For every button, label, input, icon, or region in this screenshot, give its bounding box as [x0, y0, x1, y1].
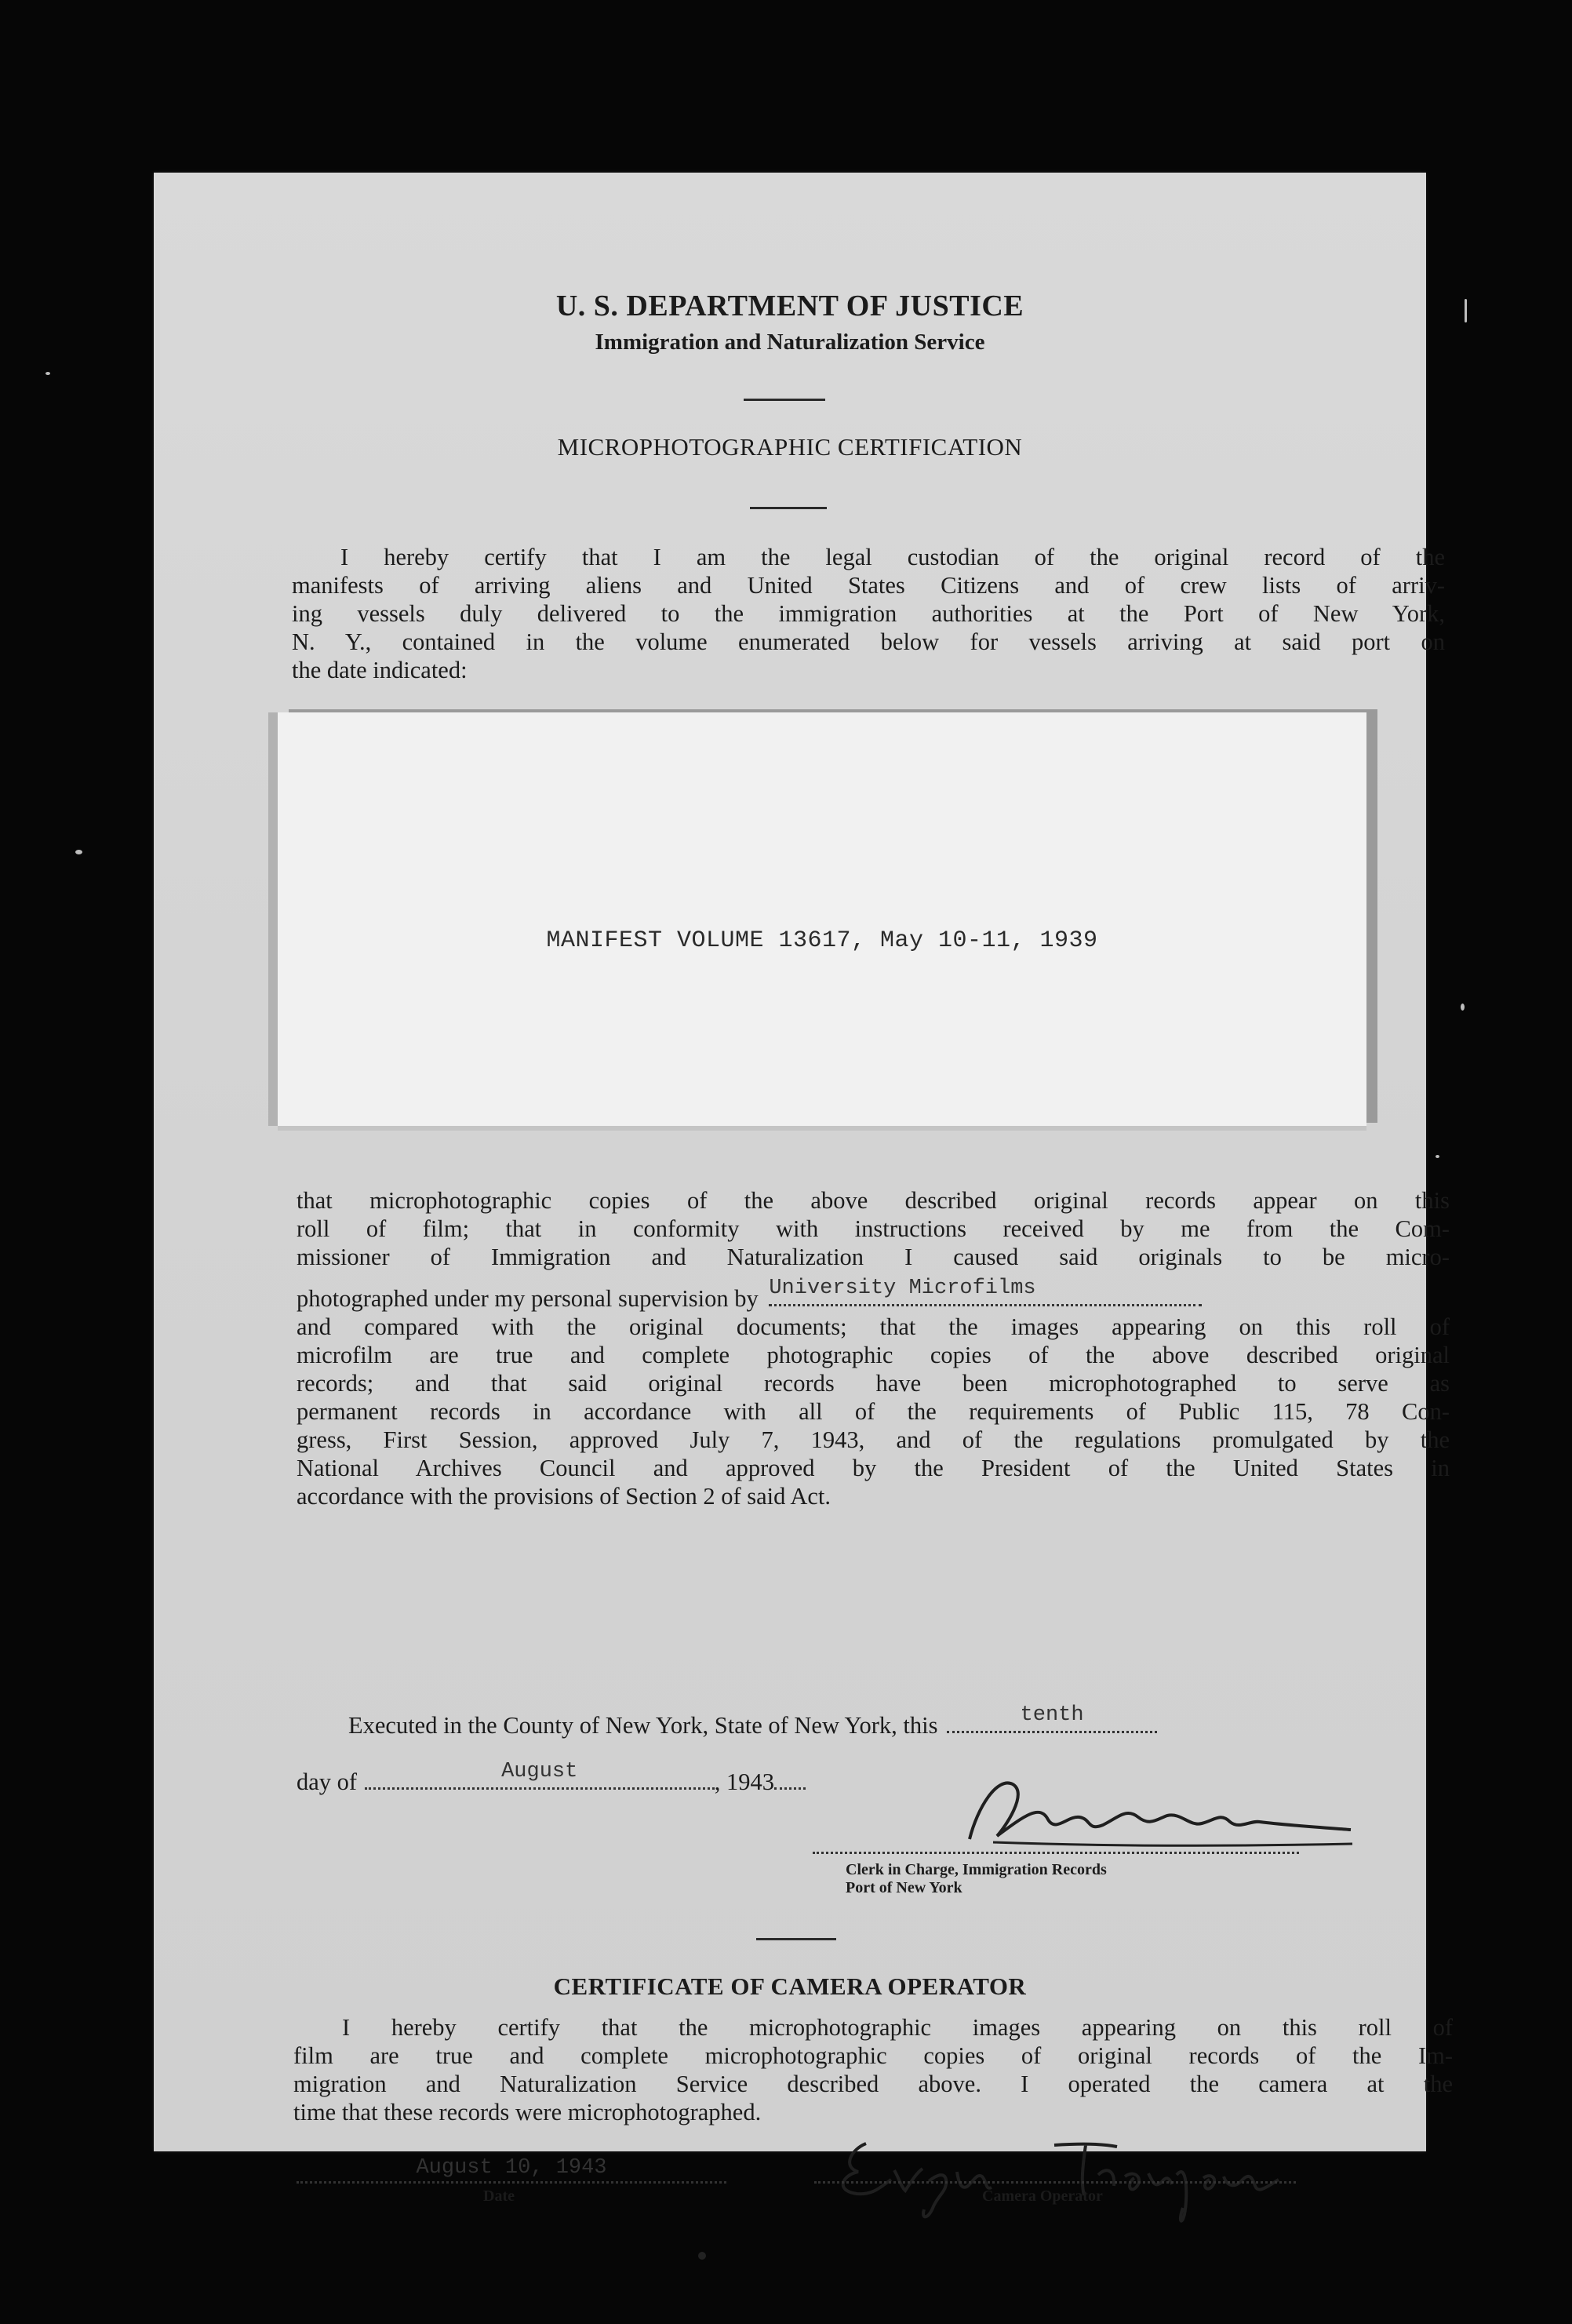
intro-line: manifests of arriving aliens and United States Citizens and of crew lists of arriv- [292, 572, 1445, 599]
divider [744, 399, 825, 401]
execution-prefix: Executed in the County of New York, State of New York, this [348, 1712, 938, 1739]
camera-date-value: August 10, 1943 [416, 2156, 607, 2180]
film-dot [698, 2252, 706, 2260]
body-line: permanent records in accordance with all of the requirements of Public 115, 78 Con- [297, 1398, 1450, 1425]
service-subtitle: Immigration and Naturalization Service [595, 330, 985, 355]
execution-day-field [947, 1703, 1157, 1733]
film-speck [75, 850, 82, 854]
divider [750, 507, 827, 509]
camera-line: I hereby certify that the microphotographic images appearing on this roll of [342, 2014, 1453, 2041]
clerk-title [846, 1861, 1107, 1897]
year-dots [774, 1767, 806, 1790]
body-line: roll of film; that in conformity with instructions received by me from the Com- [297, 1215, 1450, 1242]
camera-certificate-title: CERTIFICATE OF CAMERA OPERATOR [553, 1972, 1027, 2000]
supervision-prefix: photographed under my personal supervision by [297, 1285, 759, 1312]
film-speck [45, 372, 50, 375]
clerk-signature-dotline [813, 1852, 1299, 1854]
divider [756, 1938, 836, 1940]
film-speck [1436, 1155, 1439, 1158]
camera-date-label: Date [483, 2187, 515, 2205]
intro-line: N. Y., contained in the volume enumerated below for vessels arriving at said port on [292, 628, 1445, 655]
body-line: records; and that said original records have been microphotographed to serve as [297, 1370, 1450, 1397]
manifest-card [278, 712, 1366, 1126]
camera-operator-label: Camera Operator [982, 2187, 1103, 2205]
execution-month-value: August [501, 1760, 578, 1783]
clerk-signature [922, 1761, 1362, 1855]
clerk-title-line2: Port of New York [846, 1879, 962, 1896]
supervision-value: University Microfilms [769, 1277, 1036, 1300]
camera-line: time that these records were microphotographed. [293, 2099, 762, 2125]
camera-date-field [297, 2158, 726, 2184]
body-line: gress, First Session, approved July 7, 1943, and of the regulations promulgated by the [297, 1426, 1450, 1453]
supervision-field [769, 1277, 1202, 1306]
operator-signature [819, 2128, 1290, 2230]
intro-line: the date indicated: [292, 657, 468, 683]
intro-paragraph [292, 543, 1445, 684]
film-speck [1465, 299, 1467, 322]
body-paragraph [297, 1186, 1450, 1510]
department-title: U. S. DEPARTMENT OF JUSTICE [555, 290, 1024, 322]
execution-month-field [365, 1760, 715, 1790]
film-speck [1461, 1004, 1465, 1011]
body-line: missioner of Immigration and Naturalization I caused said originals to be micro- [297, 1244, 1450, 1270]
certification-title: MICROPHOTOGRAPHIC CERTIFICATION [557, 433, 1023, 461]
intro-line: ing vessels duly delivered to the immigration authorities at the Port of New York, [292, 600, 1445, 627]
body-line: that microphotographic copies of the above described original records appear on this [297, 1187, 1450, 1214]
body-line: accordance with the provisions of Section 2 of said Act. [297, 1483, 831, 1510]
manifest-volume-text: MANIFEST VOLUME 13617, May 10-11, 1939 [546, 927, 1098, 954]
execution-year: , 1943 [714, 1768, 774, 1795]
execution-line [348, 1703, 1450, 1739]
camera-paragraph [293, 2013, 1453, 2126]
supervision-line [297, 1277, 1450, 1313]
day-of-label: day of [297, 1768, 358, 1795]
certificate-page [154, 173, 1453, 2205]
body-line: National Archives Council and approved by the President of the United States in [297, 1455, 1450, 1481]
camera-line: film are true and complete microphotographic copies of original records of the Im- [293, 2042, 1453, 2069]
operator-signature-dotline [814, 2181, 1296, 2184]
execution-month-line [297, 1760, 846, 1796]
body-line: microfilm are true and complete photographic copies of the above described original [297, 1342, 1450, 1368]
execution-day-value: tenth [1020, 1703, 1084, 1727]
camera-line: migration and Naturalization Service described above. I operated the camera at the [293, 2071, 1453, 2097]
intro-line: I hereby certify that I am the legal custodian of the original record of the [340, 544, 1445, 570]
body-line: and compared with the original documents; that the images appearing on this roll of [297, 1313, 1450, 1340]
clerk-title-line1: Clerk in Charge, Immigration Records [846, 1861, 1107, 1878]
